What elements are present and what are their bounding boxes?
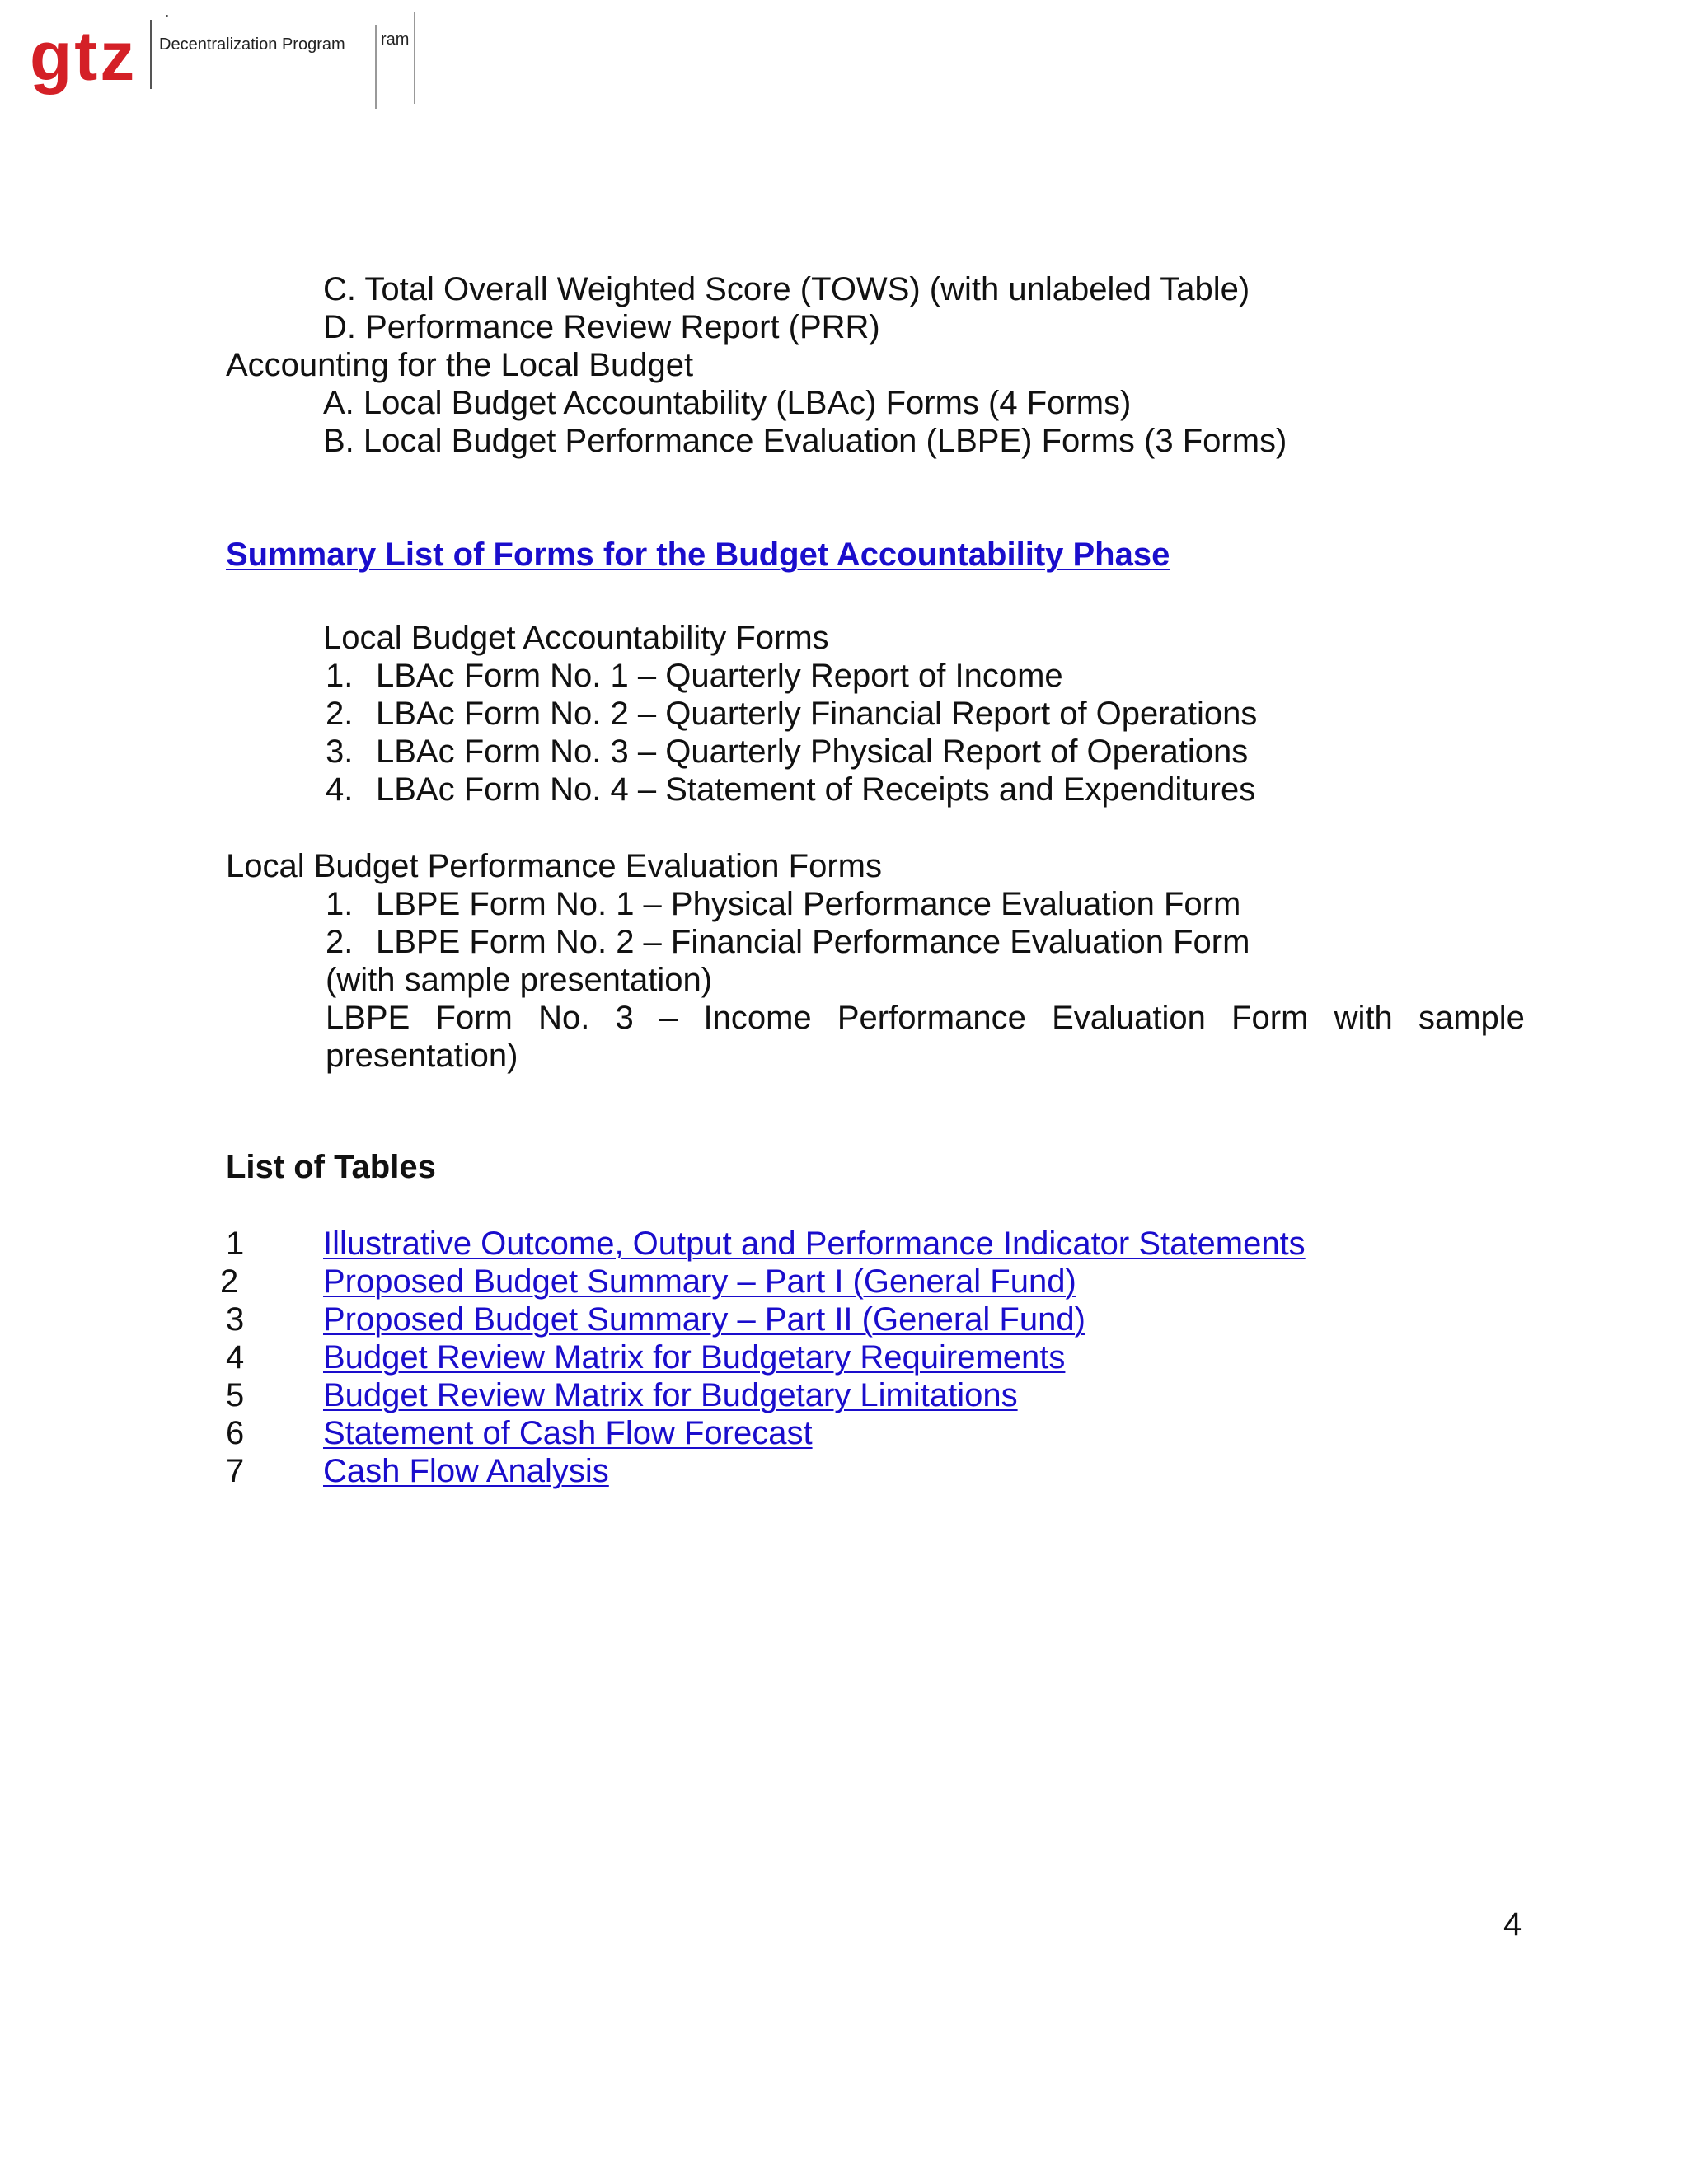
header-divider-mid — [375, 25, 377, 109]
lbpe-form-num: 1. — [326, 886, 354, 922]
outline-item-c: C. Total Overall Weighted Score (TOWS) (with unlabeled Table) — [323, 271, 1250, 307]
lbpe-form-3-word: No. — [538, 1000, 590, 1036]
lbpe-form-text: LBPE Form No. 2 – Financial Performance Evaluation Form — [376, 924, 1250, 960]
table-item-num: 6 — [226, 1415, 245, 1451]
table-item-link[interactable]: Budget Review Matrix for Budgetary Limitations — [323, 1377, 1018, 1413]
lbac-form-num: 1. — [326, 658, 354, 694]
table-item-num: 7 — [226, 1453, 245, 1489]
lbpe-form-3-tail: presentation) — [326, 1038, 518, 1074]
table-item-num: 1 — [226, 1226, 245, 1262]
lbpe-form-text: LBPE Form No. 1 – Physical Performance Evaluation Form — [376, 886, 1241, 922]
table-item-num: 5 — [226, 1377, 245, 1413]
table-item-num: 4 — [226, 1339, 245, 1376]
table-item-link[interactable]: Proposed Budget Summary – Part I (General Fund) — [323, 1263, 1076, 1300]
table-item-link[interactable]: Statement of Cash Flow Forecast — [323, 1415, 813, 1451]
lbpe-form-3-word: Form — [435, 1000, 513, 1036]
outline-item-d: D. Performance Review Report (PRR) — [323, 309, 880, 345]
outline-section-title: Accounting for the Local Budget — [226, 347, 694, 383]
table-item-link[interactable]: Illustrative Outcome, Output and Performance Indicator Statements — [323, 1226, 1306, 1262]
gtz-logo: gtz — [30, 17, 138, 95]
lbpe-form-num: 2. — [326, 924, 354, 960]
lbac-form-text: LBAc Form No. 4 – Statement of Receipts and Expenditures — [376, 771, 1256, 808]
lbac-form-text: LBAc Form No. 2 – Quarterly Financial Report of Operations — [376, 696, 1258, 732]
lbpe-form-3-word: sample — [1418, 1000, 1525, 1036]
table-item-link[interactable]: Cash Flow Analysis — [323, 1453, 609, 1489]
table-item-link[interactable]: Budget Review Matrix for Budgetary Requirements — [323, 1339, 1066, 1376]
lbpe-form-3-word: 3 — [615, 1000, 634, 1036]
program-name: Decentralization Program — [159, 35, 345, 54]
lbpe-form-3-word: – — [659, 1000, 678, 1036]
page-number: 4 — [1503, 1906, 1522, 1943]
header-dot — [166, 15, 168, 17]
lbpe-form-3-word: Income — [703, 1000, 812, 1036]
outline-sub-item-a: A. Local Budget Accountability (LBAc) Forms (4 Forms) — [323, 385, 1132, 421]
lbpe-form-3-word: with — [1334, 1000, 1393, 1036]
outline-sub-item-b: B. Local Budget Performance Evaluation (LBPE) Forms (3 Forms) — [323, 423, 1287, 459]
table-item-num: 2 — [220, 1263, 239, 1300]
lbpe-form-3-word: Evaluation — [1052, 1000, 1206, 1036]
tables-heading: List of Tables — [226, 1149, 436, 1185]
lbac-form-num: 2. — [326, 696, 354, 732]
table-item-link[interactable]: Proposed Budget Summary – Part II (General Fund) — [323, 1301, 1085, 1338]
lbac-form-num: 4. — [326, 771, 354, 808]
lbpe-form-note: (with sample presentation) — [326, 962, 713, 998]
lbac-form-text: LBAc Form No. 1 – Quarterly Report of Income — [376, 658, 1063, 694]
lbac-form-num: 3. — [326, 733, 354, 770]
lbpe-form-3-word: Performance — [837, 1000, 1026, 1036]
header-divider-left — [150, 20, 152, 89]
summary-heading-link[interactable]: Summary List of Forms for the Budget Accountability Phase — [226, 537, 1170, 573]
lbpe-form-3-word: Form — [1231, 1000, 1309, 1036]
lbpe-forms-title: Local Budget Performance Evaluation Forms — [226, 848, 882, 884]
table-item-num: 3 — [226, 1301, 245, 1338]
lbpe-form-3-line — [326, 999, 1525, 1037]
lbac-forms-title: Local Budget Accountability Forms — [323, 620, 829, 656]
program-name-fragment: ram — [381, 30, 410, 49]
lbac-form-text: LBAc Form No. 3 – Quarterly Physical Report of Operations — [376, 733, 1249, 770]
lbpe-form-3-word: LBPE — [326, 1000, 410, 1036]
header-divider-right — [414, 12, 415, 104]
